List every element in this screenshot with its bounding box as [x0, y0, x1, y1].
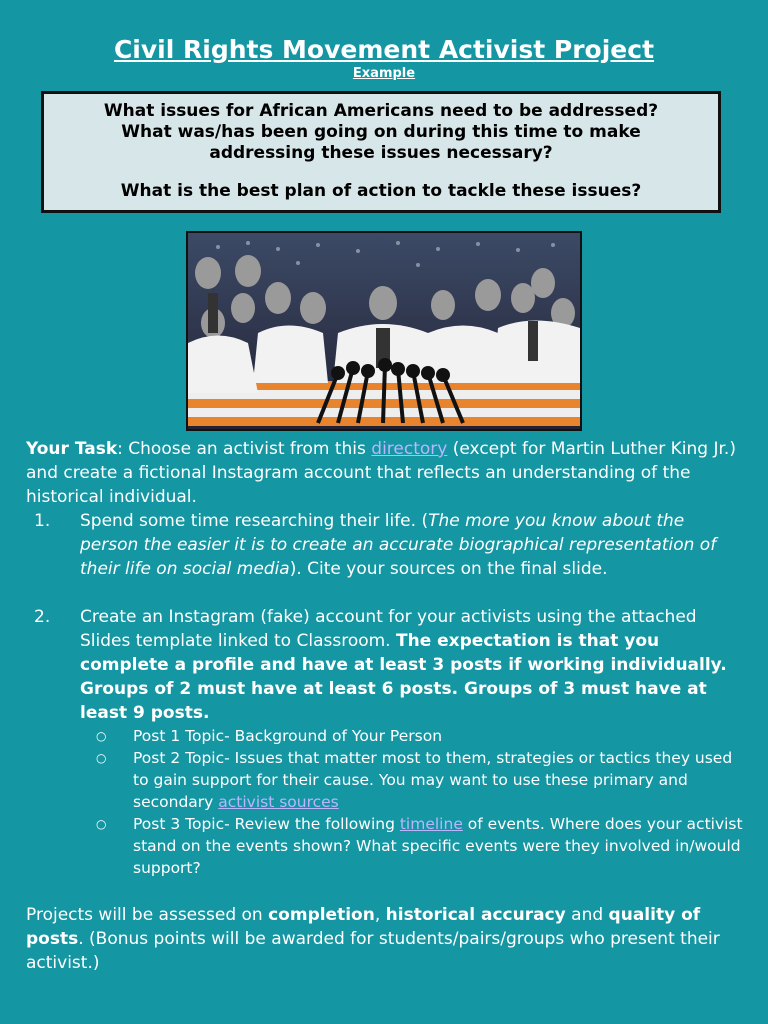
activist-sources-link[interactable]: activist sources [218, 793, 339, 811]
step-number: 1. [34, 511, 51, 531]
task-label: Your Task [26, 439, 118, 459]
task-intro: Your Task: Choose an activist from this directory (except for Martin Luther King Jr.) and create a fictional Instagram account that reflects an understanding of the historical individual. [26, 439, 736, 507]
question-line-2: What was/has been going on during this time to make [121, 122, 641, 142]
circle-bullet-icon: ○ [96, 817, 107, 831]
question-line-1: What issues for African Americans need to be addressed? [103, 101, 659, 121]
question-line-3: addressing these issues necessary? [209, 143, 553, 163]
assessment-note: Projects will be assessed on completion, historical accuracy and quality of posts. (Bonus points will be awarded for students/pairs/groups who present their activist.) [26, 905, 720, 973]
directory-link[interactable]: directory [371, 439, 448, 459]
question-line-4: What is the best plan of action to tackle these issues? [120, 181, 642, 201]
civil-rights-leaders-photo [186, 231, 582, 431]
task-instructions [26, 437, 746, 975]
list-item: 2. Create an Instagram (fake) account for your activists using the attached Slides template linked to Classroom. The expectation is that you complete a profile and have at least 3 posts if working individually. Groups of 2 must have at least 6 posts. Groups of 3 must have at least 9 posts. [34, 607, 727, 723]
timeline-link[interactable]: timeline [399, 815, 463, 833]
page-title: Civil Rights Movement Activist Project [113, 35, 655, 64]
post-topic-3: ○ Post 3 Topic- Review the following timeline of events. Where does your activist stand on the events shown? What specific events were they involved in/would support? [96, 815, 743, 877]
step-number: 2. [34, 607, 51, 627]
circle-bullet-icon: ○ [96, 729, 107, 743]
list-item: 1. Spend some time researching their life. (The more you know about the person the easier it is to create an accurate biographical representation of their life on social media). Cite your sources on the final slide. [34, 511, 717, 579]
post-topic-2: ○ Post 2 Topic- Issues that matter most to them, strategies or tactics they used to gain support for their cause. You may want to use these primary and secondary activist sources [96, 749, 733, 811]
post-topic-1: ○ Post 1 Topic- Background of Your Person [96, 727, 443, 745]
circle-bullet-icon: ○ [96, 751, 107, 765]
page-subtitle: Example [352, 66, 416, 81]
essential-questions-box [41, 91, 721, 213]
